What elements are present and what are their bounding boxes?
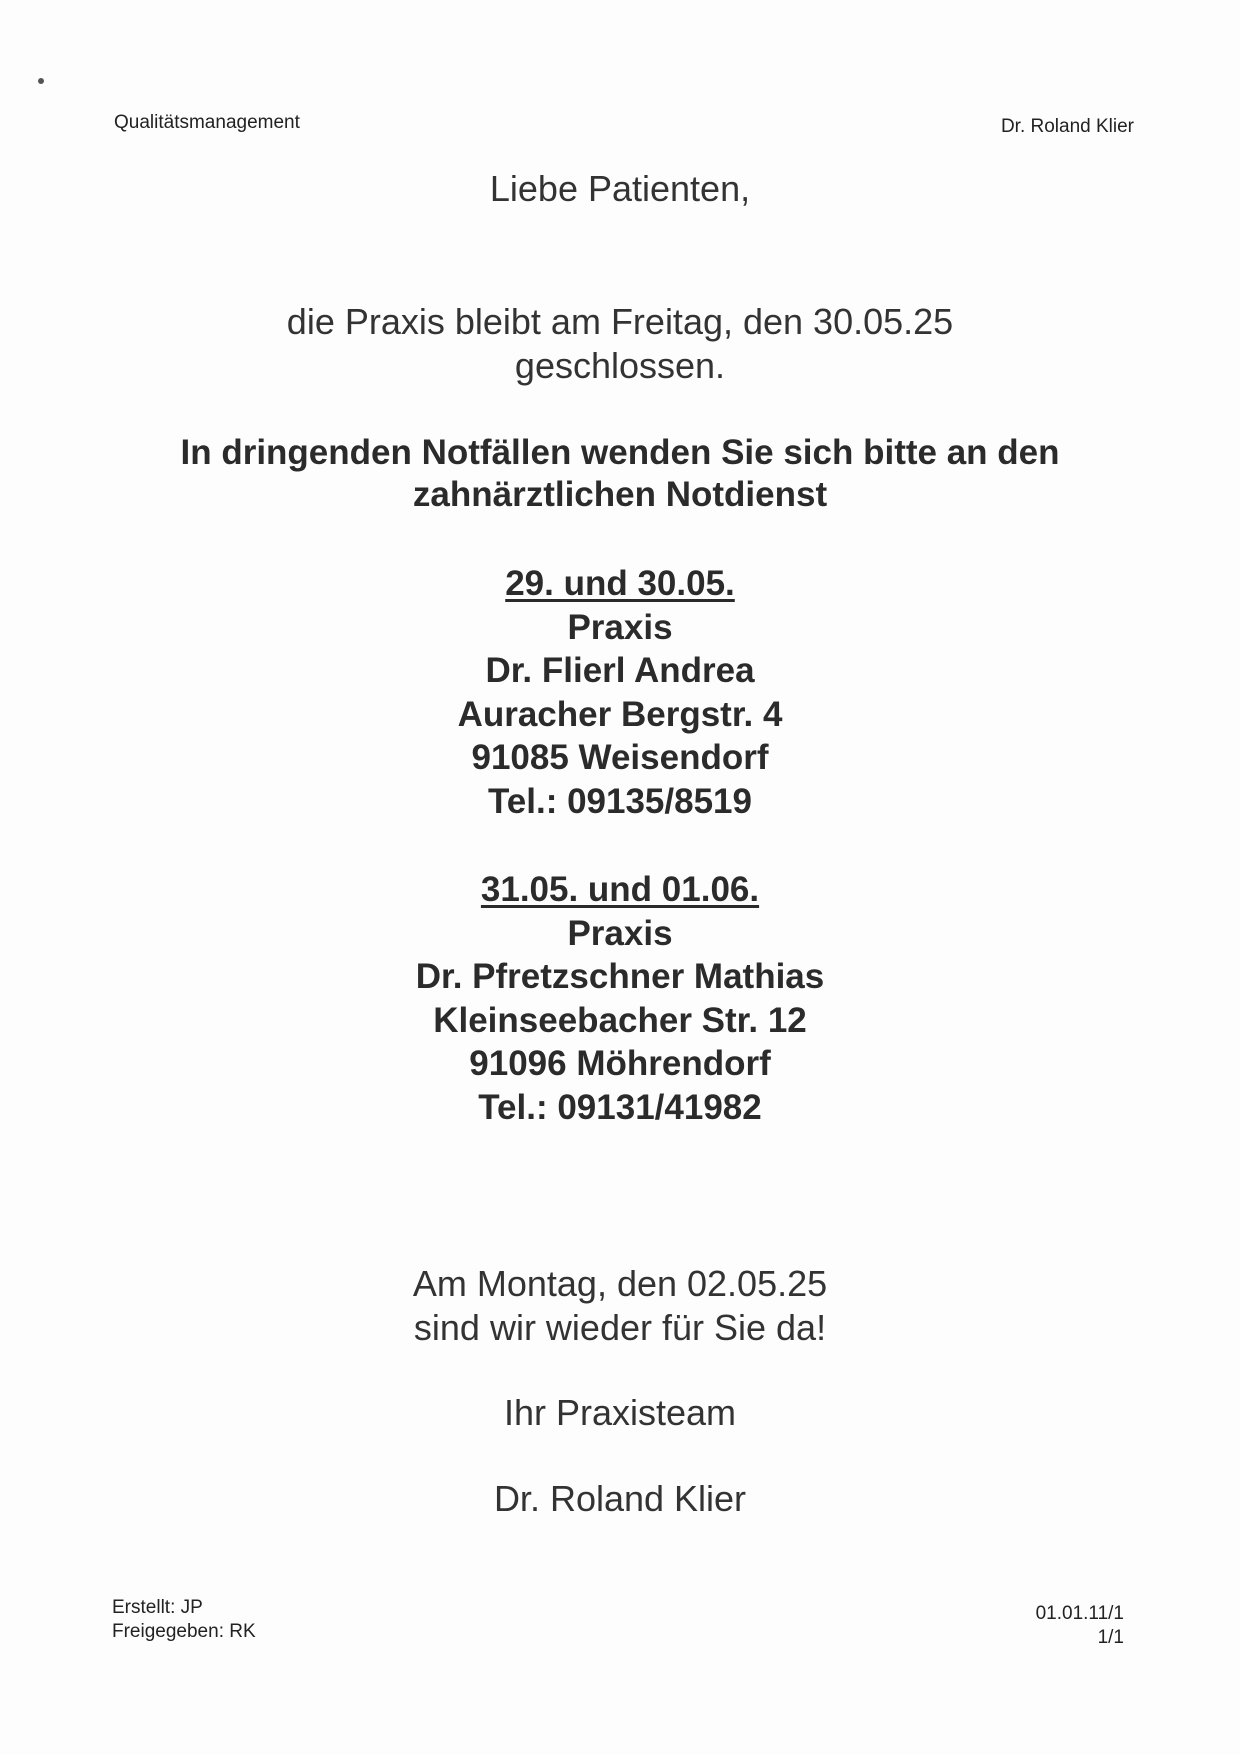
emergency-practice-2 xyxy=(0,868,1240,1129)
practice-city: 91096 Möhrendorf xyxy=(469,1044,771,1083)
header-department: Qualitätsmanagement xyxy=(114,112,300,133)
footer-created: Erstellt: JP xyxy=(112,1597,203,1618)
footer-approved: Freigegeben: RK xyxy=(112,1621,256,1642)
practice-phone: Tel.: 09131/41982 xyxy=(478,1087,762,1127)
reopening-line-1: Am Montag, den 02.05.25 xyxy=(412,1263,828,1304)
footer-page-number: 1/1 xyxy=(1097,1627,1124,1648)
practice-street: Auracher Bergstr. 4 xyxy=(457,694,783,734)
footer-doc-info xyxy=(1036,1602,1124,1650)
practice-city: 91085 Weisendorf xyxy=(471,738,769,777)
emergency-practice-1 xyxy=(0,562,1240,823)
practice-label: Praxis xyxy=(567,607,673,647)
doctor-signature-name: Dr. Roland Klier xyxy=(493,1478,747,1519)
emergency-dates: 29. und 30.05. xyxy=(505,564,735,603)
practice-label: Praxis xyxy=(567,913,673,953)
footer-approval xyxy=(112,1596,256,1644)
greeting: Liebe Patienten, xyxy=(489,168,751,209)
emergency-dates: 31.05. und 01.06. xyxy=(480,870,760,909)
practice-doctor: Dr. Flierl Andrea xyxy=(485,651,755,690)
footer-doc-number: 01.01.11/1 xyxy=(1035,1603,1124,1624)
reopening-notice xyxy=(0,1262,1240,1350)
practice-doctor: Dr. Pfretzschner Mathias xyxy=(415,957,825,996)
reopening-line-2: sind wir wieder für Sie da! xyxy=(413,1307,827,1348)
practice-phone: Tel.: 09135/8519 xyxy=(488,781,752,821)
closure-line-2: geschlossen. xyxy=(514,345,726,386)
emergency-instruction-line-2: zahnärztlichen Notdienst xyxy=(412,475,828,514)
team-signoff: Ihr Praxisteam xyxy=(503,1392,737,1433)
practice-street: Kleinseebacher Str. 12 xyxy=(433,1000,807,1040)
header-doctor: Dr. Roland Klier xyxy=(1000,116,1134,137)
closure-notice xyxy=(0,300,1240,388)
emergency-instruction-line-1: In dringenden Notfällen wenden Sie sich bitte an den xyxy=(180,433,1060,472)
emergency-instruction xyxy=(0,432,1240,516)
closure-line-1: die Praxis bleibt am Freitag, den 30.05.25 xyxy=(286,301,954,342)
scan-artifact-dot xyxy=(38,78,44,84)
